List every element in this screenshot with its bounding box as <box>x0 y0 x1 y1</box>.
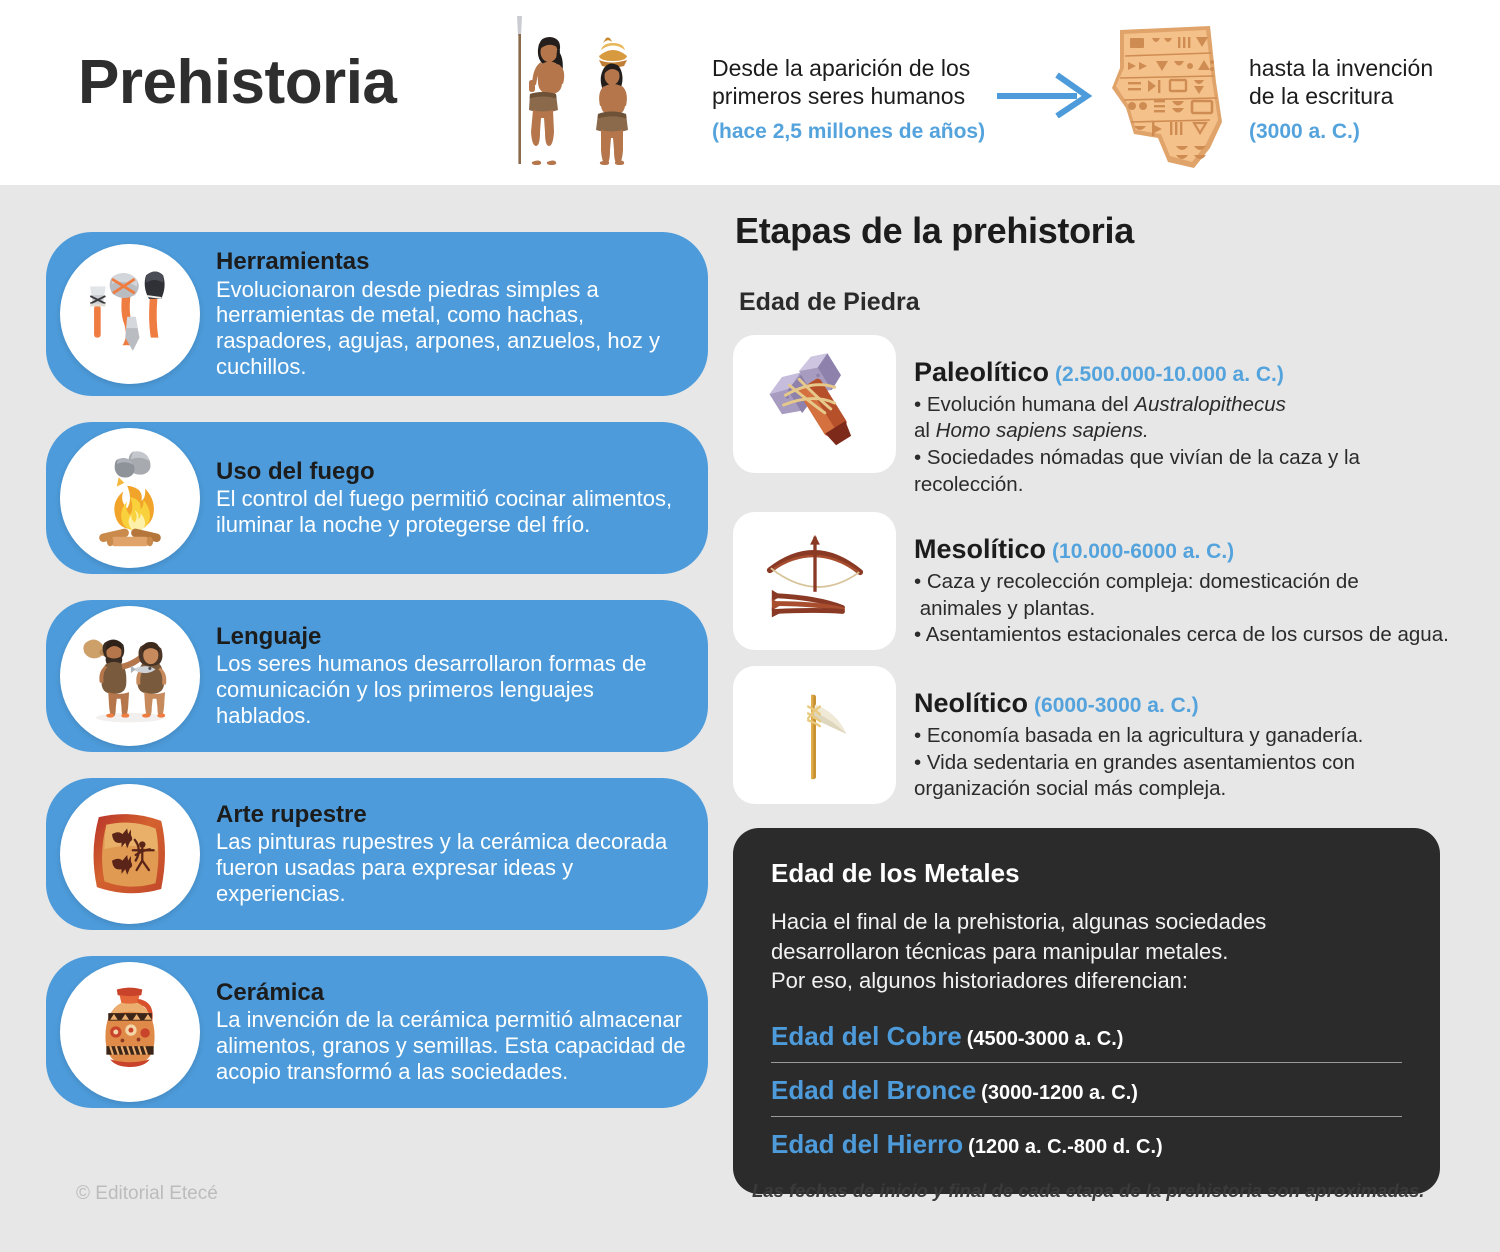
stage-text <box>914 666 1473 803</box>
metals-intro-line1: Hacia el final de la prehistoria, algunas sociedades <box>771 909 1267 935</box>
header-from-line2: primeros seres humanos <box>712 82 966 109</box>
metal-age-name: Edad del Hierro <box>771 1129 964 1159</box>
pottery-vase-icon <box>60 962 200 1102</box>
metals-intro-line2: desarrollaron técnicas para manipular metales. <box>771 938 1229 964</box>
feature-card-arte-rupestre[interactable] <box>46 778 708 930</box>
metal-age-dates: (3000-1200 a. C.) <box>981 1082 1138 1104</box>
stone-hammer-icon <box>733 335 896 473</box>
feature-title: Uso del fuego <box>216 457 375 485</box>
header-band <box>0 0 1500 185</box>
stage-bullets: • Economía basada en la agricultura y ganadería. • Vida sedentaria en grandes asentamientos con organización social más compleja. <box>914 723 1364 801</box>
feature-card-herramientas[interactable] <box>46 232 708 396</box>
subsection-title-edad-de-piedra: Edad de Piedra <box>739 288 920 316</box>
metals-panel-title: Edad de los Metales <box>771 858 1020 889</box>
sickle-icon <box>733 666 896 804</box>
stage-name: Mesolítico <box>914 534 1047 565</box>
metal-age-dates: (4500-3000 a. C.) <box>966 1028 1124 1050</box>
stage-dates: (6000-3000 a. C.) <box>1034 694 1199 718</box>
right-arrow-icon <box>995 72 1095 118</box>
stone-tools-icon <box>60 244 200 384</box>
page-title: Prehistoria <box>78 48 397 117</box>
section-title-etapas: Etapas de la prehistoria <box>735 210 1134 251</box>
metal-age-name: Edad del Bronce <box>771 1075 977 1105</box>
campfire-icon <box>60 428 200 568</box>
feature-title: Arte rupestre <box>216 800 367 828</box>
copyright-label: © Editorial Etecé <box>76 1183 218 1204</box>
header-from-accent: (hace 2,5 millones de años) <box>712 120 986 144</box>
stage-bullets: • Evolución humana del Australopithecus al Homo sapiens sapiens. • Sociedades nómadas que vivían de la caza y la recolección. <box>914 392 1360 496</box>
stage-row-neolitico[interactable] <box>733 666 1473 806</box>
metal-age-dates: (1200 a. C.-800 d. C.) <box>968 1136 1163 1158</box>
metal-age-row-cobre[interactable] <box>771 1021 1402 1063</box>
stage-heading <box>914 689 1473 719</box>
stages-column <box>733 210 1473 1194</box>
stage-heading <box>914 535 1473 565</box>
cave-painting-icon <box>60 784 200 924</box>
cuneiform-tablet-icon <box>1098 22 1234 172</box>
feature-card-lenguaje[interactable] <box>46 600 708 752</box>
header-from-line1: Desde la aparición de los <box>712 55 971 81</box>
stage-text <box>914 512 1473 649</box>
stage-row-mesolitico[interactable] <box>733 512 1473 652</box>
stage-dates: (2.500.000-10.000 a. C.) <box>1055 363 1284 386</box>
metals-panel-intro <box>771 907 1402 995</box>
feature-title: Cerámica <box>216 978 325 1006</box>
feature-description: Evolucionaron desde piedras simples a herramientas de metal, como hachas, raspadores, agujas, arpones, anzuelos, hoz y cuchillos. <box>216 276 660 379</box>
stage-name: Paleolítico <box>914 357 1050 387</box>
feature-title: Lenguaje <box>216 622 322 650</box>
metal-age-row-hierro[interactable] <box>771 1129 1402 1160</box>
bow-and-arrows-icon <box>733 512 896 650</box>
metals-intro-line3: Por eso, algunos historiadores diferencian: <box>771 967 1189 993</box>
stage-row-paleolitico[interactable] <box>733 335 1473 498</box>
feature-title: Herramientas <box>216 248 370 275</box>
two-people-talking-icon <box>60 606 200 746</box>
metal-age-name: Edad del Cobre <box>771 1021 962 1051</box>
feature-card-ceramica[interactable] <box>46 956 708 1108</box>
stage-text <box>914 335 1473 498</box>
features-column <box>46 232 708 1134</box>
stage-dates: (10.000-6000 a. C.) <box>1052 540 1235 564</box>
header-to-line2: de la escritura <box>1249 82 1394 109</box>
stage-bullets: • Caza y recolección compleja: domesticación de animales y plantas. • Asentamientos estacionales cerca de los cursos de agua. <box>914 569 1449 647</box>
stage-heading <box>914 358 1473 388</box>
stage-name: Neolítico <box>914 688 1029 719</box>
feature-description: El control del fuego permitió cocinar alimentos, iluminar la noche y protegerse del frío. <box>216 486 673 537</box>
feature-description: Las pinturas rupestres y la cerámica decorada fueron usadas para expresar ideas y experiencias. <box>216 829 668 906</box>
header-to-line1: hasta la invención <box>1249 55 1434 81</box>
header-from-text <box>712 55 987 144</box>
feature-description: La invención de la cerámica permitió almacenar alimentos, granos y semillas. Esta capacidad de acopio transformó a las sociedades. <box>216 1007 686 1084</box>
footnote: Las fechas de inicio y final de cada etapa de la prehistoria son aproximadas. <box>752 1180 1425 1201</box>
metal-age-row-bronce[interactable] <box>771 1075 1402 1117</box>
prehistoric-people-icon <box>495 14 670 174</box>
header-to-accent: (3000 a. C.) <box>1249 120 1360 144</box>
header-to-text <box>1249 55 1494 144</box>
feature-card-uso-del-fuego[interactable] <box>46 422 708 574</box>
feature-description: Los seres humanos desarrollaron formas de comunicación y los primeros lenguajes hablados. <box>216 651 647 728</box>
metals-panel <box>733 828 1440 1194</box>
